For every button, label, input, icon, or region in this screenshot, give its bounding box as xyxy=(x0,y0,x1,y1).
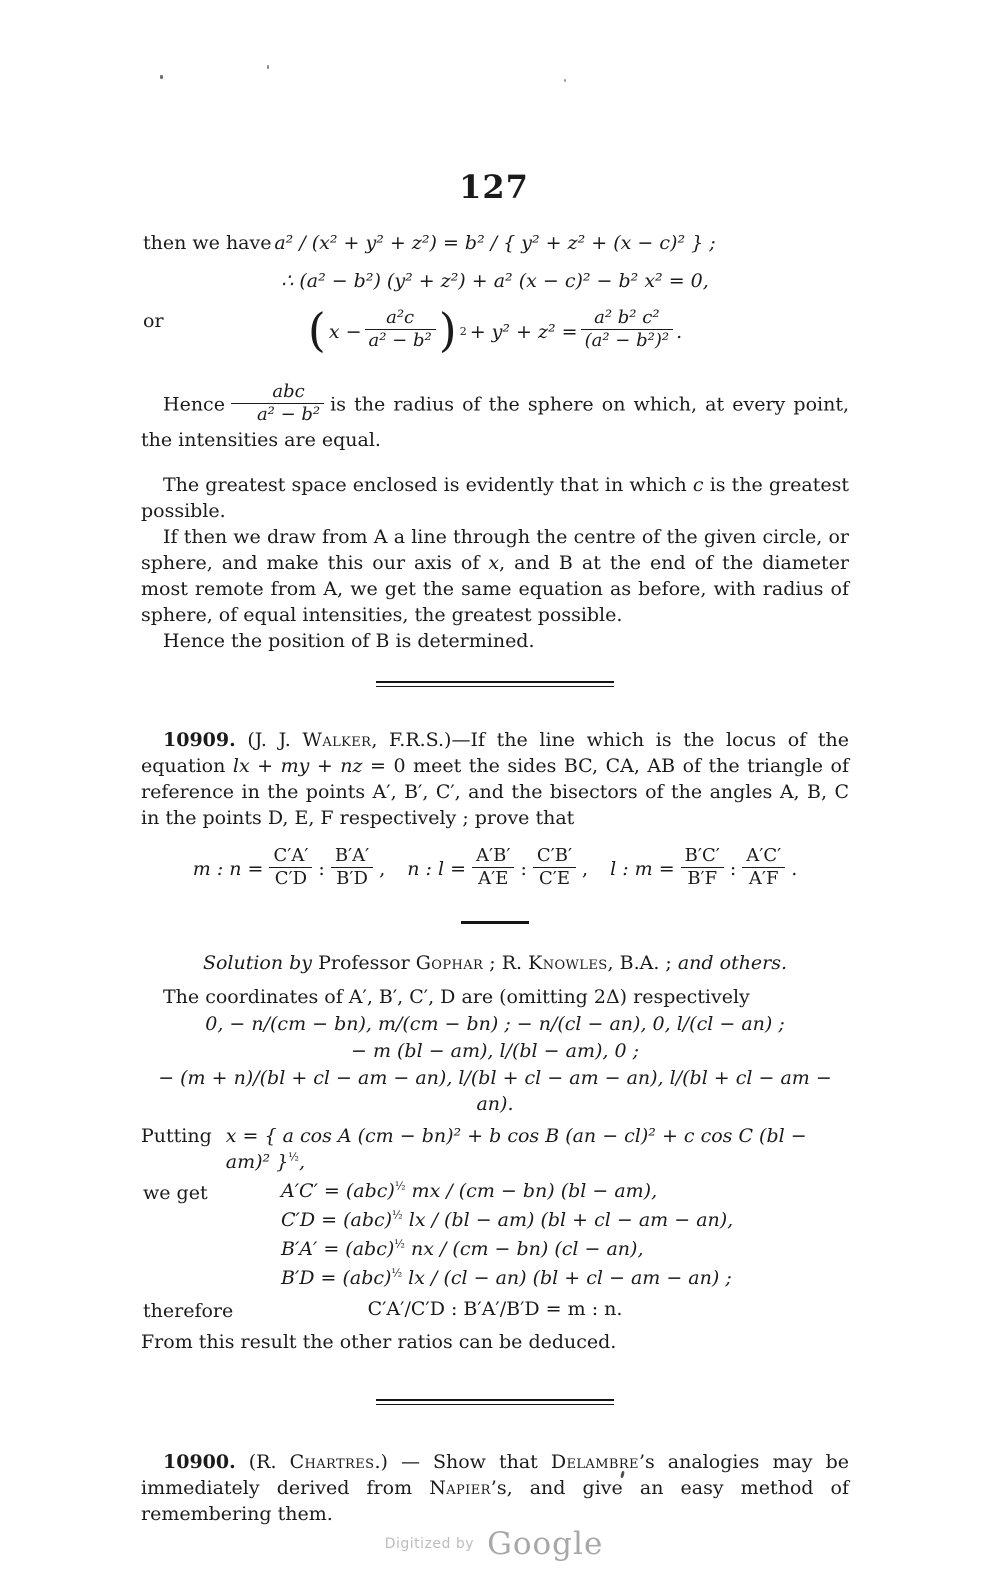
we-get-block xyxy=(141,1177,849,1293)
therefore-label: therefore xyxy=(143,1300,234,1323)
equation-row-2 xyxy=(141,266,849,304)
ratio-equations-row xyxy=(141,839,849,899)
exponent: ½ xyxy=(288,1150,299,1164)
problem-10900-statement: 10900. (R. Chartres.) — Show that Delambre’s analogies may be immediately derived from Napier’s, and give an easy method of remembering them. xyxy=(141,1451,849,1526)
paragraph-hence-radius xyxy=(141,381,849,453)
ink-speck xyxy=(160,75,163,79)
section-divider-double-rule xyxy=(376,1399,614,1405)
paragraph-greatest-space: The greatest space enclosed is evidently that in which c is the greatest possible. xyxy=(141,474,849,523)
fraction: $\frac{B'A'}{B'D}$ xyxy=(331,846,373,889)
equation-3: ( x − $\frac{\text{a²c}}{\text{a² − b²}}$ ) 2 + y² + z² = $\frac{\text{a² b² c²}}{\text{(a² − b²)²}}$ . xyxy=(307,302,683,357)
equation-3-end: . xyxy=(676,320,683,343)
paragraph-if-then: If then we draw from A a line through the centre of the given circle, or sphere, and make this our axis of x, and B at the end of the diameter most remote from A, we get the same equation as before, with radius of sphere, of equal intensities, the greatest possible. xyxy=(141,526,849,627)
exponent: ½ xyxy=(394,1237,405,1251)
exponent: ½ xyxy=(394,1179,406,1193)
equation-label: then we have xyxy=(143,232,272,254)
fraction: $\frac{A'B'}{A'E}$ xyxy=(472,846,514,889)
digitized-by-google-watermark xyxy=(0,1526,988,1562)
page-content xyxy=(141,226,849,1527)
exponent: ½ xyxy=(392,1208,403,1222)
solution-divider-short-rule xyxy=(461,921,529,924)
fraction: $\frac{\text{abc}}{\text{a² − b²}}$ xyxy=(231,382,324,425)
ratio-group-3: l : m = $\frac{B'C'}{B'F}$ : $\frac{A'C'}{A'F}$ . xyxy=(610,844,798,889)
google-logo: Google xyxy=(487,1526,604,1562)
therefore-math: C′A′/C′D : B′A′/B′D = m : n. xyxy=(367,1298,623,1321)
putting-label: Putting xyxy=(141,1125,212,1148)
fraction: $\frac{A'C'}{A'F}$ xyxy=(742,846,785,889)
fraction: $\frac{B'C'}{B'F}$ xyxy=(681,846,724,889)
equation-line: B′D = (abc)$^{\frac{1}{2}}$ lx / (cl − an) (bl + cl − am − an) ; xyxy=(281,1266,732,1290)
ink-speck xyxy=(267,65,269,69)
fraction: $\frac{\text{a² b² c²}}{\text{(a² − b²)²}}$ xyxy=(581,308,673,351)
fraction: $\frac{\text{a²c}}{\text{a² − b²}}$ xyxy=(365,308,436,351)
ratio-group-1: m : n = $\frac{C'A'}{C'D}$ : $\frac{B'A'}{B'D}$ , xyxy=(192,844,386,889)
fraction: $\frac{C'A'}{C'D}$ xyxy=(269,846,312,889)
therefore-equation xyxy=(141,1296,849,1326)
equation-line: C′D = (abc)$^{\frac{1}{2}}$ lx / (bl − am) (bl + cl − am − an), xyxy=(281,1208,734,1232)
solution-byline: Solution by Professor Gophar ; R. Knowles, B.A. ; and others. xyxy=(202,952,788,975)
page-number: 127 xyxy=(459,168,529,206)
equation-line: B′A′ = (abc)$^{\frac{1}{2}}$ nx / (cm − bn) (cl − an), xyxy=(281,1237,644,1261)
putting-math: x = { a cos A (cm − bn)² + b cos B (an − cl)² + c cos C (bl − am)² }$^{\frac{1}{2}}$, xyxy=(225,1125,807,1174)
equation-row-3 xyxy=(141,304,849,376)
digitized-by-label: Digitized by xyxy=(384,1536,474,1552)
fraction: $\frac{C'B'}{C'E}$ xyxy=(533,846,576,889)
we-get-label: we get xyxy=(143,1182,208,1205)
equation-line: A′C′ = (abc)$^{\frac{1}{2}}$ mx / (cm − bn) (bl − am), xyxy=(281,1179,658,1203)
coordinates-intro: The coordinates of A′, B′, C′, D are (omitting 2Δ) respectively xyxy=(163,986,750,1009)
coordinates-line: 0, − n/(cm − bn), m/(cm − bn) ; − n/(cl − an), 0, l/(cl − an) ; xyxy=(205,1013,785,1036)
hence-post: is the radius of the sphere on which, at every point, the intensities are equal. xyxy=(141,393,849,452)
equation-label: or xyxy=(143,310,164,332)
coordinates-line: − (m + n)/(bl + cl − am − an), l/(bl + cl − am − an), l/(bl + cl − am − an). xyxy=(158,1067,832,1116)
exponent: ½ xyxy=(391,1266,403,1280)
putting-equation xyxy=(141,1123,849,1175)
equation-row-1 xyxy=(141,226,849,266)
coordinates-line: − m (bl − am), l/(bl − am), 0 ; xyxy=(351,1040,639,1063)
paragraph-position-b: Hence the position of B is determined. xyxy=(163,630,535,653)
equation-1: a² / (x² + y² + z²) = b² / { y² + z² + (x − c)² } ; xyxy=(274,232,716,254)
problem-10909-statement: 10909. (J. J. Walker, F.R.S.)—If the line which is the locus of the equation lx + my + nz = 0 meet the sides BC, CA, AB of the triangle of reference in the points A′, B′, C′, and the bisectors of the angles A, B, C in the points D, E, F respectively ; prove that xyxy=(141,729,849,830)
ink-speck xyxy=(564,79,566,82)
ratio-group-2: n : l = $\frac{A'B'}{A'E}$ : $\frac{C'B'}{C'E}$ , xyxy=(407,844,589,889)
closing-remark: From this result the other ratios can be deduced. xyxy=(141,1331,617,1354)
equation-3-mid: + y² + z² = xyxy=(469,320,578,343)
hence-pre: Hence xyxy=(163,393,225,416)
equation-3-lead: x − xyxy=(328,320,362,343)
equation-2: ∴ (a² − b²) (y² + z²) + a² (x − c)² − b² x² = 0, xyxy=(281,270,709,292)
section-divider-double-rule xyxy=(376,681,614,687)
